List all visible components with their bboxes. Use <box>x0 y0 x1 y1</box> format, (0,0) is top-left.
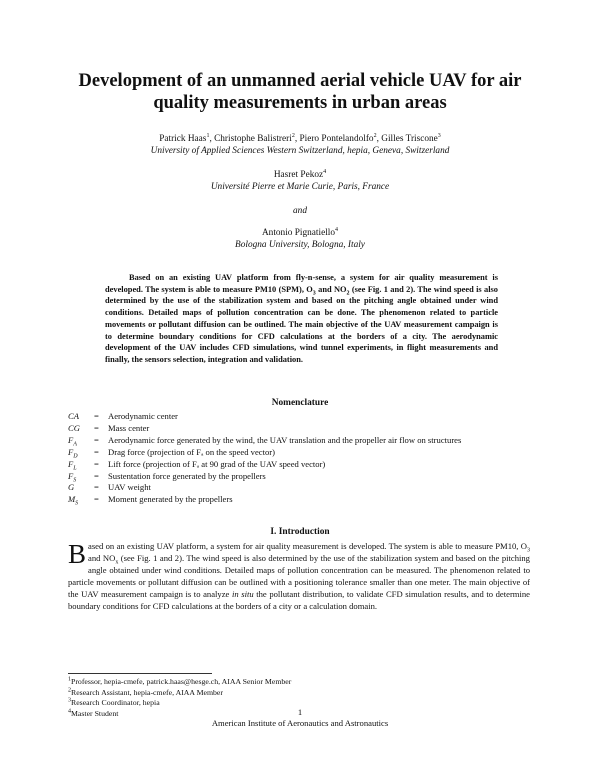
equals-sign: = <box>94 458 99 469</box>
symbol-letter: F <box>68 458 74 469</box>
author-sup: 4 <box>323 168 327 175</box>
author-name: Antonio Pignatiello <box>261 228 336 238</box>
nomenclature-symbol <box>68 435 94 447</box>
symbol-letter: G <box>68 482 75 493</box>
footnote-text: Research Coordinator, hepia <box>71 698 160 708</box>
nomenclature-description: UAV weight <box>108 482 151 493</box>
nomenclature-symbol <box>68 411 94 423</box>
footnote-number: 3 <box>68 697 71 704</box>
symbol-letter: CA <box>68 411 79 421</box>
nomenclature-description: Aerodynamic center <box>108 411 178 421</box>
equals-sign: = <box>94 494 99 505</box>
affiliation-1: University of Applied Sciences Western Switzerland, hepia, Geneva, Switzerland <box>150 146 450 156</box>
nomenclature-description: Mass center <box>108 422 150 433</box>
nomenclature-symbol <box>68 423 94 435</box>
symbol-letter: F <box>68 434 74 445</box>
abstract-subscript: 3 <box>312 290 316 297</box>
nomenclature-row <box>68 411 461 423</box>
symbol-letter: F <box>68 470 74 481</box>
author-name: , Piero Pontelandolfo <box>294 134 374 144</box>
nomenclature-symbol <box>68 494 94 506</box>
author-sup: 2 <box>373 132 377 139</box>
symbol-letter: CG <box>68 422 80 433</box>
author-2 <box>40 169 560 181</box>
author-name: , Christophe Balistreri <box>209 134 292 144</box>
symbol-letter: F <box>68 446 74 457</box>
nomenclature-symbol <box>68 471 94 483</box>
author-name: Patrick Haas <box>159 134 207 144</box>
author-name: Hasret Pekoz <box>273 170 324 180</box>
intro-subscript: 3 <box>527 547 530 554</box>
nomenclature-list <box>68 411 461 506</box>
nomenclature-row <box>68 423 461 435</box>
nomenclature-row <box>68 471 461 483</box>
nomenclature-description: Sustentation force generated by the propellers <box>108 470 266 481</box>
author-sup: 3 <box>437 132 441 139</box>
section-title: I. Introduction <box>270 527 330 537</box>
author-sup: 4 <box>335 226 339 233</box>
abstract <box>105 272 498 366</box>
nomenclature-description: Moment generated by the propellers <box>108 494 233 505</box>
footnote-text: Research Assistant, hepia-cmefe, AIAA Member <box>71 687 223 697</box>
affiliation-3: Bologna University, Bologna, Italy <box>235 240 365 250</box>
author-sup: 2 <box>291 132 295 139</box>
abstract-subscript: 2 <box>346 290 350 297</box>
symbol-subscript: S <box>73 477 77 484</box>
nomenclature-symbol <box>68 482 94 494</box>
author-name: , Gilles Triscone <box>376 134 438 144</box>
nomenclature-title: Nomenclature <box>271 398 329 408</box>
footnote-rule <box>68 673 212 674</box>
equals-sign: = <box>94 422 99 433</box>
and-separator: and <box>293 206 307 216</box>
symbol-subscript: S <box>75 501 79 508</box>
footnote-number: 2 <box>68 687 71 693</box>
equals-sign: = <box>94 434 99 445</box>
symbol-subscript: L <box>73 465 77 472</box>
equals-sign: = <box>94 446 99 457</box>
nomenclature-description: Lift force (projection of Fₐ at 90 grad of the UAV speed vector) <box>108 458 326 469</box>
intro-text: ased on an existing UAV platform, a system for air quality measurement is developed. The system is able to measure PM10, O <box>88 541 527 551</box>
nomenclature-symbol <box>68 447 94 459</box>
introduction-paragraph <box>68 541 530 612</box>
nomenclature-row <box>68 459 461 471</box>
symbol-letter: M <box>68 494 76 505</box>
intro-text: the pollutant distribution, to validate CFD simulation results, and to determine boundary conditions for CFD calculations at the borders of a city or a calculation domain. <box>68 588 530 611</box>
nomenclature-symbol <box>68 459 94 471</box>
symbol-subscript: A <box>73 441 77 448</box>
authors-line-1 <box>40 133 560 145</box>
footnote <box>68 688 291 699</box>
page-number: 1 <box>297 707 303 717</box>
paper-title: Development of an unmanned aerial vehicle UAV for air quality measurements in urban areas <box>78 71 522 113</box>
intro-text: (see Fig. 1 and 2). The wind speed is also determined by the use of the stabilization system and based on the pitching angle obtained under wind conditions. Detailed maps of pollution concentration can be measured. The phenomenon related to particle movements or pollutant diffusion can be outlined with a positioning tolerance smaller than one meter. The main objective of the UAV measurement campaign is to analyze <box>68 552 530 599</box>
nomenclature-description: Aerodynamic force generated by the wind, the UAV translation and the propeller air flow on structures <box>108 434 462 445</box>
footnote-number: 1 <box>68 676 71 683</box>
equals-sign: = <box>94 470 99 481</box>
abstract-text: (see Fig. 1 and 2). The wind speed is also determined by the use of the stabilization system and based on the pitching angle obtained under wind conditions. Detailed maps of pollution concentration can be done. The phenomenon related to particle movements or pollutant diffusion can be outlined. The main objective of the UAV measurement campaign is to determine boundary conditions for CFD calculations at the borders of a city. The aerodynamic development of the UAV includes CFD simulations, wind tunnel experiments, in flight measurements and finally, the sensors selection, integration and validation. <box>105 284 498 364</box>
symbol-subscript: D <box>73 453 78 460</box>
author-sup: 1 <box>206 132 210 139</box>
intro-emphasis: in situ <box>231 588 254 599</box>
nomenclature-row <box>68 482 461 494</box>
footnote <box>68 677 291 688</box>
intro-subscript: x <box>115 559 119 566</box>
author-3 <box>40 227 560 239</box>
equals-sign: = <box>94 482 99 493</box>
drop-cap: B <box>68 539 87 569</box>
intro-text: and NO <box>88 552 116 563</box>
page-footer: American Institute of Aeronautics and Astronautics <box>211 718 389 728</box>
abstract-text: Based on an existing UAV platform from fly-n-sense, a system for air quality measurement is developed. The system is able to measure PM10 (SPM), O <box>105 273 498 294</box>
footnote-text: Master Student <box>71 708 119 718</box>
footnote-number: 4 <box>68 708 71 715</box>
abstract-text: and NO <box>315 284 347 294</box>
nomenclature-row <box>68 447 461 459</box>
affiliation-2: Université Pierre et Marie Curie, Paris, France <box>210 182 390 192</box>
nomenclature-description: Drag force (projection of Fₐ on the speed vector) <box>108 446 275 457</box>
nomenclature-row <box>68 494 461 506</box>
equals-sign: = <box>94 411 99 421</box>
footnote-text: Professor, hepia-cmefe, patrick.haas@hesge.ch, AIAA Senior Member <box>71 677 292 686</box>
nomenclature-row <box>68 435 461 447</box>
